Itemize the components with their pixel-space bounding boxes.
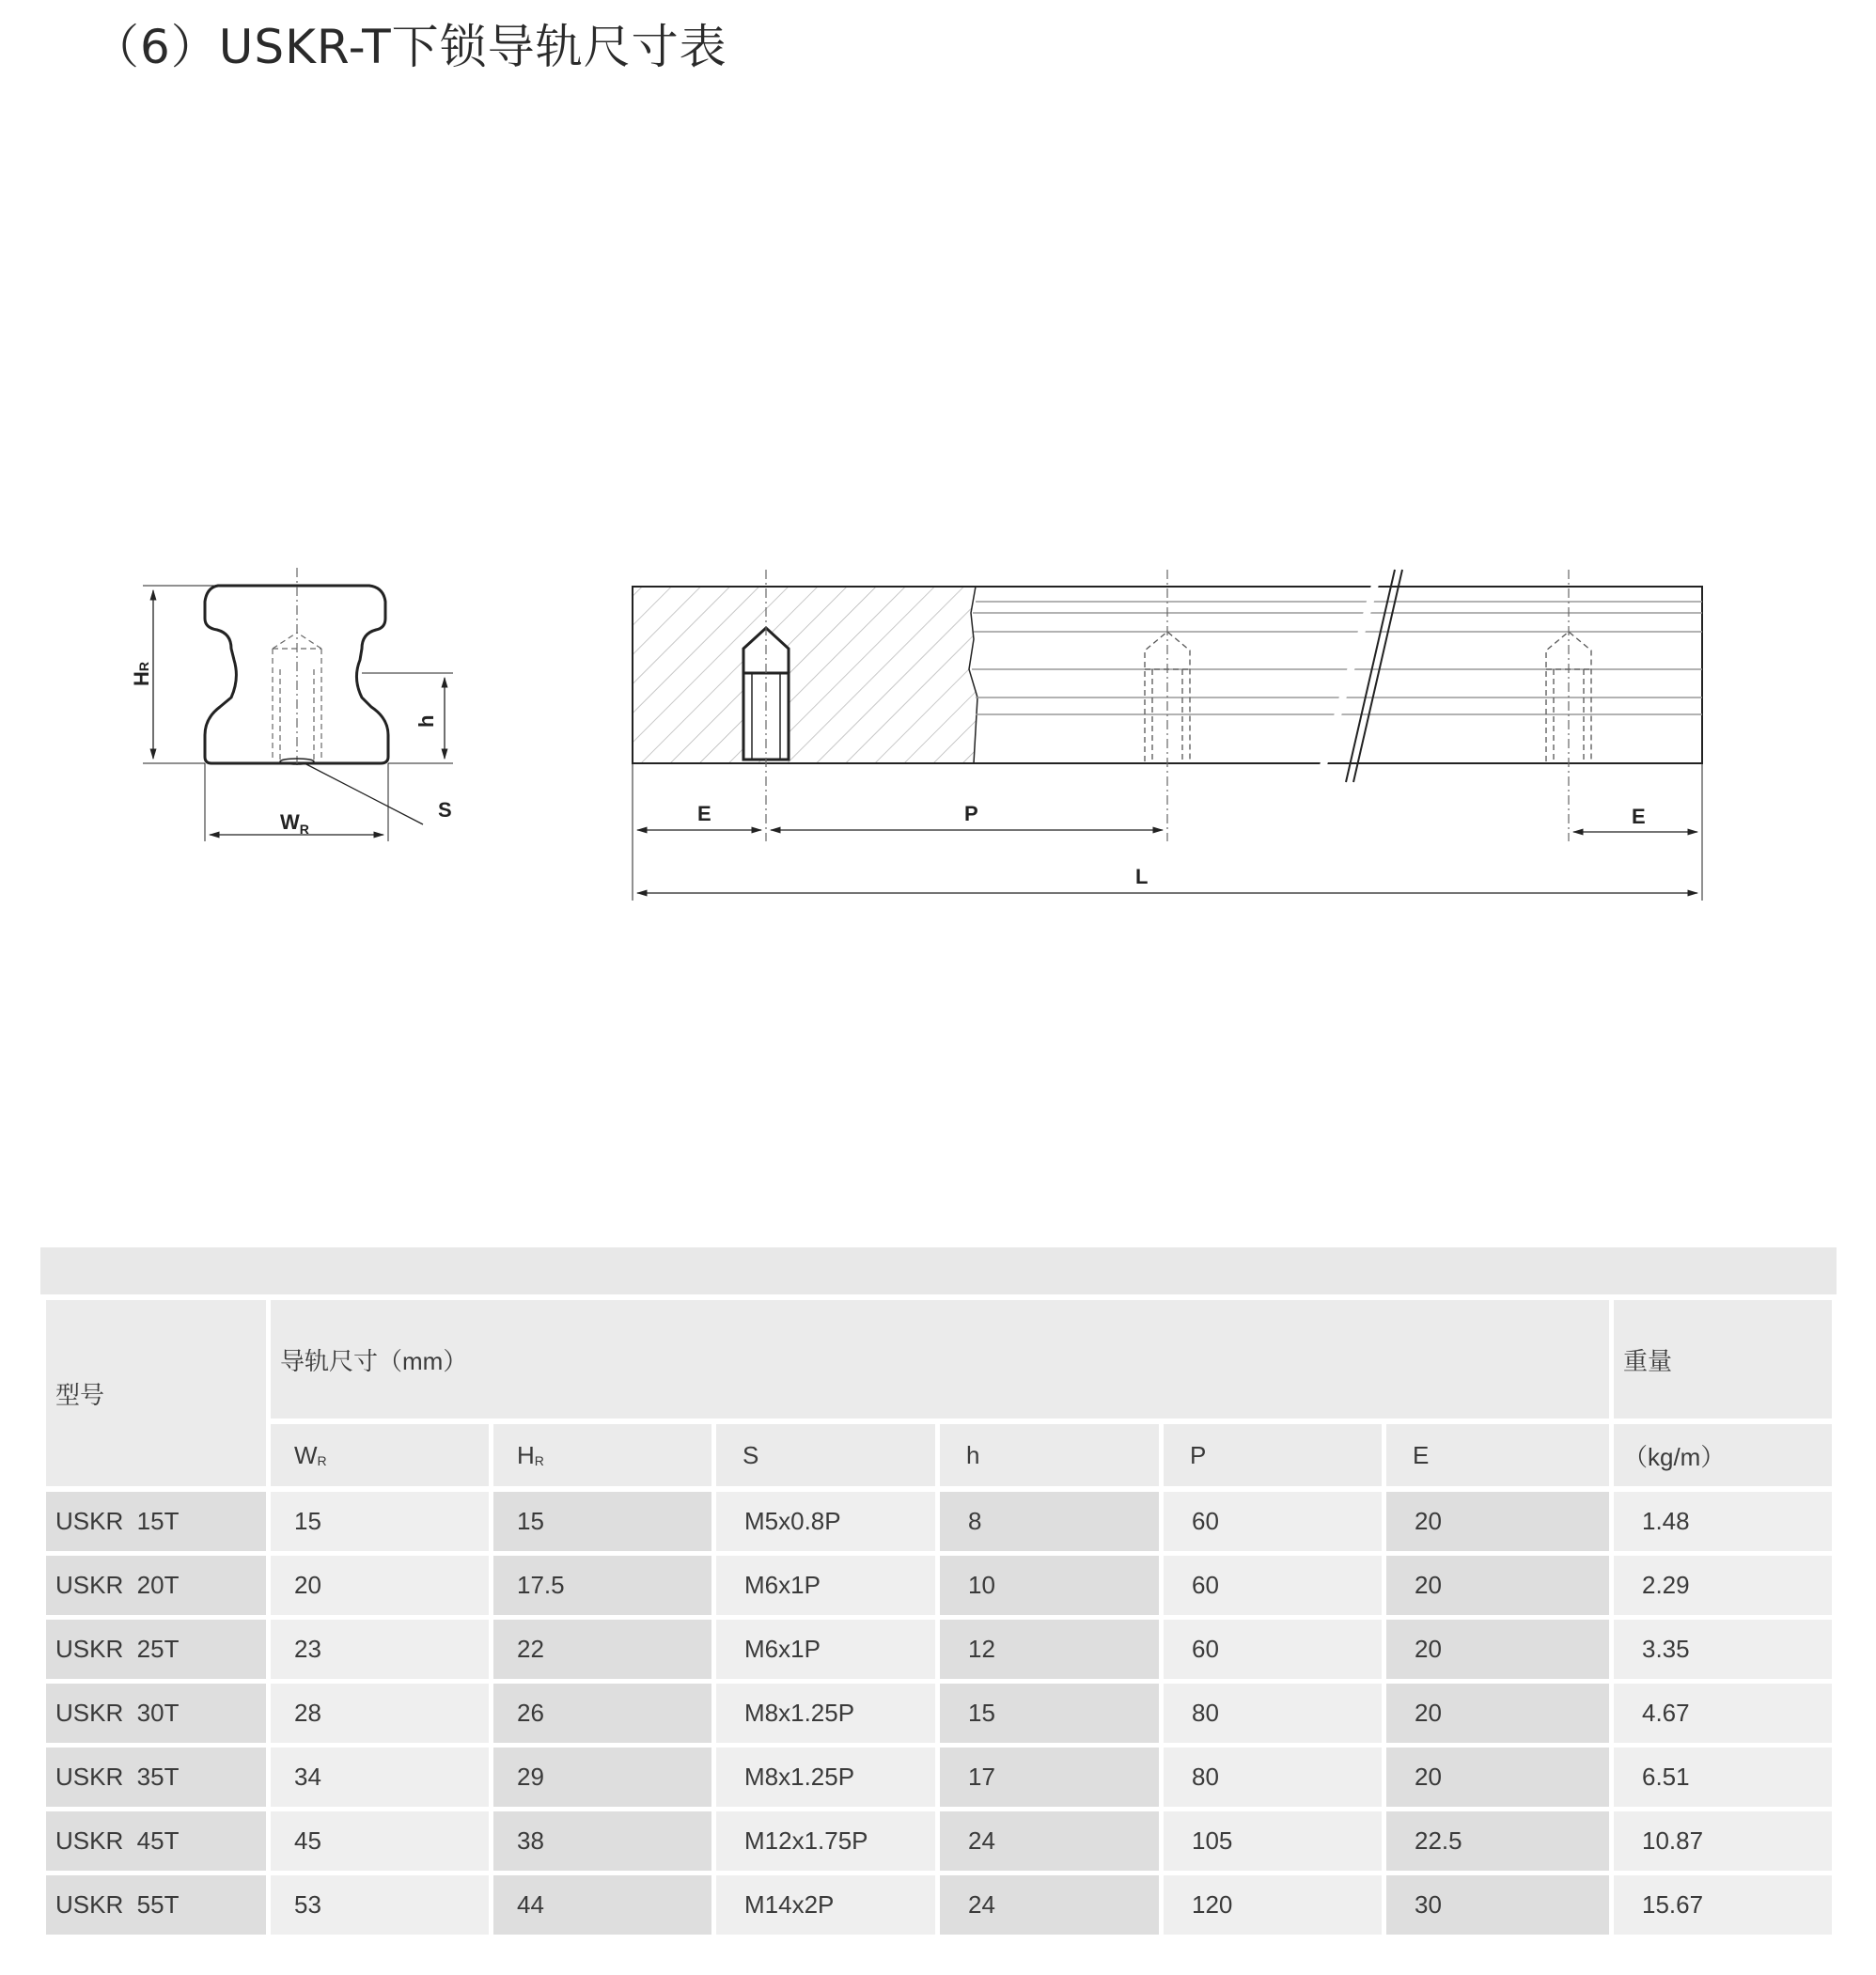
rail-cross-section [143,568,453,841]
cell-s: M8x1.25P [716,1748,935,1807]
label-s: S [438,798,452,822]
cell-e: 30 [1386,1875,1609,1935]
cell-p: 60 [1164,1556,1382,1615]
cell-hr: 22 [493,1620,711,1679]
cell-wr: 53 [271,1875,489,1935]
cell-p: 60 [1164,1492,1382,1551]
cell-s: M5x0.8P [716,1492,935,1551]
label-p: P [964,802,978,825]
cell-h: 8 [940,1492,1159,1551]
cell-p: 80 [1164,1684,1382,1743]
label-wr: $W_R$ [280,810,309,837]
col-header-s: S [716,1424,935,1486]
cell-hr: 15 [493,1492,711,1551]
cell-hr: 44 [493,1875,711,1935]
col-header-wr: W R [271,1424,489,1486]
header-rail-dims [271,1300,1609,1419]
label-l: L [1135,865,1149,888]
cell-wr: 28 [271,1684,489,1743]
cell-h: 17 [940,1748,1159,1807]
cell-hr: 29 [493,1748,711,1807]
cell-h: 24 [940,1811,1159,1871]
cell-weight: 6.51 [1614,1748,1832,1807]
cell-h: 24 [940,1875,1159,1935]
cell-model: USKR 35T [46,1748,266,1807]
cell-weight: 1.48 [1614,1492,1832,1551]
rail-drawings-svg [0,526,1876,940]
cell-e: 20 [1386,1556,1609,1615]
cell-p: 80 [1164,1748,1382,1807]
cell-e: 20 [1386,1684,1609,1743]
cell-model: USKR 15T [46,1492,266,1551]
header-weight-text: 重量 [1623,1346,1673,1375]
table-top-band [40,1247,1837,1294]
cell-weight: 15.67 [1614,1875,1832,1935]
header-rail-dims-text: 导轨尺寸（mm） [280,1346,468,1375]
cell-h: 15 [940,1684,1159,1743]
cell-model: USKR 45T [46,1811,266,1871]
cell-p: 120 [1164,1875,1382,1935]
cell-s: M6x1P [716,1620,935,1679]
cell-h: 12 [940,1620,1159,1679]
col-header-hr: H R [493,1424,711,1486]
cell-e: 20 [1386,1492,1609,1551]
label-h: h [414,714,438,728]
cell-e: 20 [1386,1620,1609,1679]
label-e-left: E [697,802,711,825]
cell-p: 60 [1164,1620,1382,1679]
cell-weight: 3.35 [1614,1620,1832,1679]
cell-hr: 38 [493,1811,711,1871]
cell-hr: 26 [493,1684,711,1743]
col-header-weight-unit: （kg/m） [1614,1424,1832,1486]
cell-model: USKR 55T [46,1875,266,1935]
cell-e: 20 [1386,1748,1609,1807]
label-e-right: E [1632,805,1646,828]
cell-model: USKR 20T [46,1556,266,1615]
cell-p: 105 [1164,1811,1382,1871]
cell-weight: 4.67 [1614,1684,1832,1743]
cell-wr: 45 [271,1811,489,1871]
label-hr: HR [130,661,153,686]
col-header-p: P [1164,1424,1382,1486]
header-weight [1614,1300,1832,1419]
rail-drawings [0,526,1876,940]
cell-e: 22.5 [1386,1811,1609,1871]
cell-weight: 10.87 [1614,1811,1832,1871]
page-title: （6）USKR-T下锁导轨尺寸表 [92,20,727,74]
col-header-h: h [940,1424,1159,1486]
header-model [46,1300,266,1486]
cell-weight: 2.29 [1614,1556,1832,1615]
cell-model: USKR 25T [46,1620,266,1679]
cell-s: M6x1P [716,1556,935,1615]
cell-hr: 17.5 [493,1556,711,1615]
cell-s: M12x1.75P [716,1811,935,1871]
cell-wr: 15 [271,1492,489,1551]
rail-side-view [633,570,1702,901]
cell-s: M14x2P [716,1875,935,1935]
cell-model: USKR 30T [46,1684,266,1743]
col-header-e: E [1386,1424,1609,1486]
rail-dimension-table [40,1247,1837,1948]
cell-wr: 20 [271,1556,489,1615]
cell-s: M8x1.25P [716,1684,935,1743]
cell-wr: 34 [271,1748,489,1807]
cell-h: 10 [940,1556,1159,1615]
header-model-text: 型号 [55,1380,105,1409]
cell-wr: 23 [271,1620,489,1679]
